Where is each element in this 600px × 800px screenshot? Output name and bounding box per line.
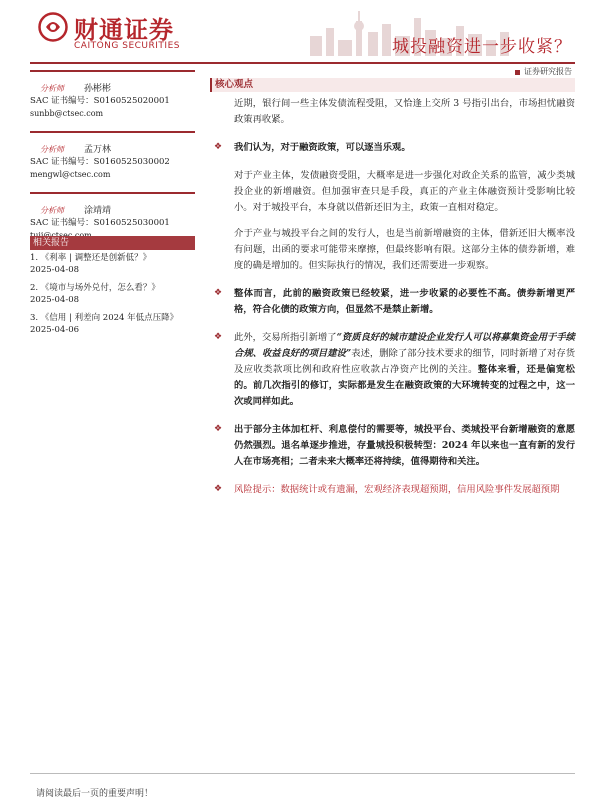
risk-warning-text: 风险提示：数据统计或有遗漏，宏观经济表现超预期，信用风险事件发展超预期	[234, 484, 560, 495]
bullet-point	[210, 140, 575, 156]
logo-emblem-icon	[38, 12, 68, 42]
report-title: 城投融资进一步收紧？	[392, 37, 572, 57]
bullet-text: 整体而言，此前的融资政策已经较紧，进一步收紧的必要性不高。债券新增更严格，符合化债的政策方向，但显然不是禁止新增。	[234, 288, 575, 315]
related-report-link[interactable]: 3. 《信用 | 利差向 2024 年低点压降》	[30, 313, 179, 323]
intro-paragraph: 近期，银行间一些主体发债流程受阻，又恰逢上交所 3 号指引出台，市场担忧融资政策再收紧。	[234, 98, 575, 125]
logo-chinese-name: 财通证券	[74, 16, 174, 44]
analyst-divider	[30, 131, 195, 133]
related-report-date: 2025-04-08	[30, 295, 80, 305]
analyst-sac: SAC 证书编号：S0160525020001	[30, 96, 170, 106]
analyst-role: 分析师	[40, 145, 64, 154]
report-type-label: 证券研究报告	[515, 66, 572, 77]
related-reports-heading: 相关报告	[30, 236, 195, 250]
header-divider	[30, 62, 575, 64]
diamond-bullet-icon: ❖	[214, 332, 223, 342]
analyst-role: 分析师	[40, 206, 64, 215]
analyst-sac: SAC 证书编号：S0160525030002	[30, 157, 170, 167]
analyst-panel	[30, 70, 195, 253]
analyst-name: 孙彬彬	[84, 84, 112, 94]
diamond-bullet-icon: ❖	[214, 142, 223, 152]
bullet-text	[234, 330, 575, 410]
related-report-link[interactable]: 1. 《利率 | 调整还是创新低？》	[30, 253, 152, 263]
footer-divider	[30, 773, 575, 774]
analyst-card	[30, 70, 195, 120]
related-report-date: 2025-04-06	[30, 325, 80, 335]
core-views-heading: 核心观点	[210, 78, 575, 92]
analyst-card	[30, 131, 195, 181]
bullet-text: 我们认为，对于融资政策，可以逐当乐观。	[234, 142, 411, 153]
diamond-bullet-icon: ❖	[214, 424, 223, 434]
core-views	[210, 78, 575, 498]
company-logo	[38, 10, 188, 50]
risk-warning	[210, 482, 575, 498]
diamond-bullet-icon: ❖	[214, 484, 223, 494]
analyst-email[interactable]: mengwl@ctsec.com	[30, 170, 111, 179]
analyst-name: 涂靖靖	[84, 206, 112, 216]
bullet-point	[210, 330, 575, 410]
related-report-link[interactable]: 2. 《境市与场外兑付，怎么看？》	[30, 283, 160, 293]
analyst-divider	[30, 192, 195, 194]
bullet-conclusion: 整体来看，还是偏宽松的。前几次指引的修订，实际都是发生在融资政策的大环境转变的过程之中，这一次或同样如此。	[234, 364, 575, 407]
analyst-card	[30, 192, 195, 242]
analyst-role: 分析师	[40, 84, 64, 93]
bullet-quote: “资质良好的城市建设企业发行人可以将募集资金用于手续合规、收益良好的项目建设”	[234, 332, 575, 359]
bullet-text: 出于部分主体加杠杆、利息偿付的需要等，城投平台、类城投平台新增融资的意愿仍然强烈。退名单逐步推进，存量城投积极转型：2024 年以来也一直有新的发行人在市场亮相；二者未来大概率还将持续，值得期待和关注。	[234, 424, 575, 467]
related-report-date: 2025-04-08	[30, 265, 80, 275]
body-paragraph: 对于产业主体，发债融资受阻，大概率是进一步强化对政企关系的监管，减少类城投企业的新增融资。但加强审查只是手段，真正的产业主体融资预计受影响比较小。对于城投平台，本身就以借新还旧为主，政策一直相对稳定。	[234, 170, 575, 213]
footer-disclaimer: 请阅读最后一页的重要声明！	[36, 789, 154, 799]
analyst-divider	[30, 70, 195, 72]
analyst-name: 孟万林	[84, 145, 112, 155]
body-paragraph: 介于产业与城投平台之间的发行人，也是当前新增融资的主体，借新还旧大概率没有问题，出函的要求可能带来摩擦，但最终影响有限。这部分主体的债券新增，难度的确是增加的。但实际执行的情况，我们还需要进一步观察。	[234, 228, 575, 271]
report-header	[0, 0, 600, 76]
bullet-text-part: 表述，删除了部分技术要求的细节，同时新增了对存货及应收类款项比例和政府性应收款占净资产比例的关注。	[234, 348, 575, 375]
bullet-point	[210, 286, 575, 318]
analyst-sac: SAC 证书编号：S0160525030001	[30, 218, 170, 228]
diamond-bullet-icon: ❖	[214, 288, 223, 298]
bullet-text-part: 此外，交易所指引新增了	[234, 332, 337, 343]
bullet-point	[210, 422, 575, 470]
analyst-email[interactable]: sunbb@ctsec.com	[30, 109, 104, 118]
related-reports-list	[30, 252, 200, 342]
logo-english-name: CAITONG SECURITIES	[74, 41, 180, 51]
